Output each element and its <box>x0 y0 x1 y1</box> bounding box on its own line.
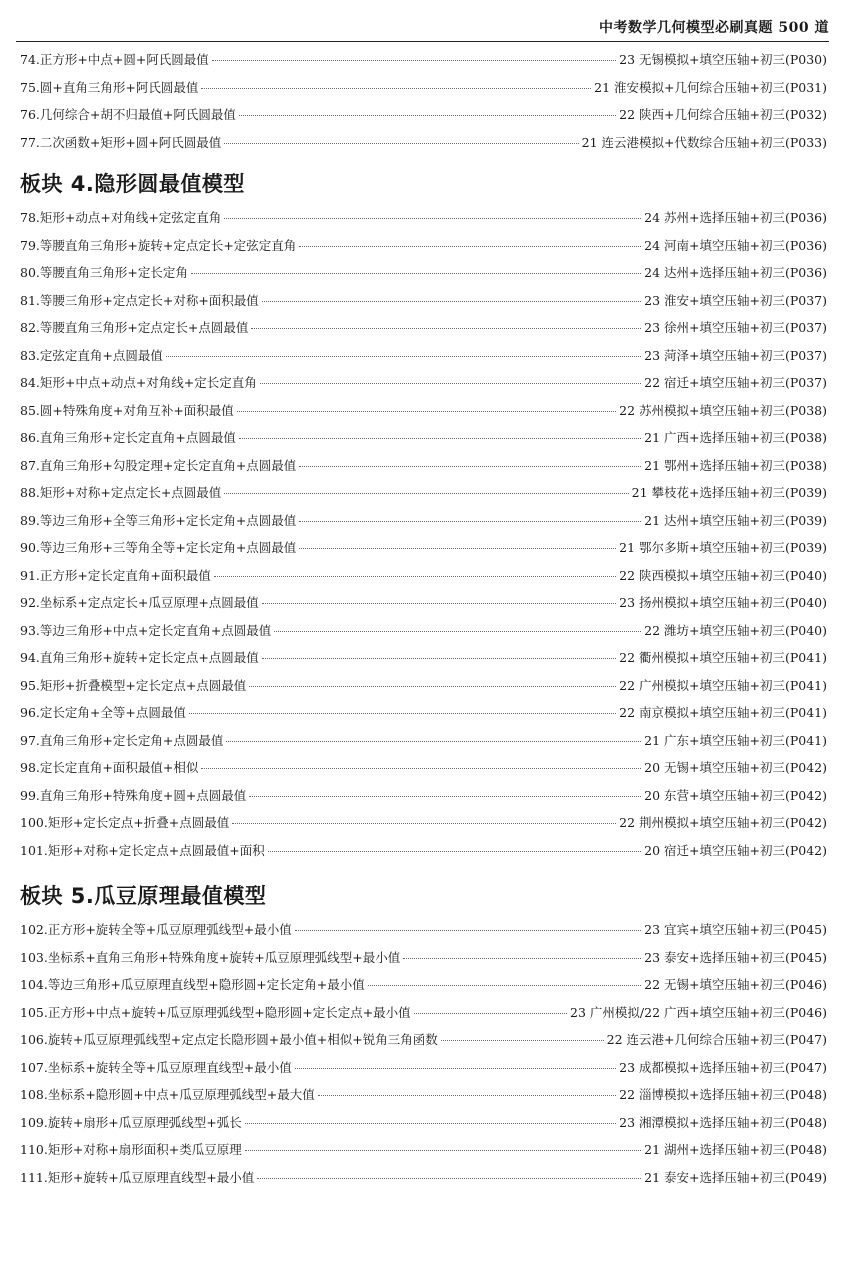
toc-entry-source: 22 广州模拟+填空压轴+初三(P041) <box>619 677 827 693</box>
toc-entry <box>20 1168 827 1196</box>
toc-entry <box>20 133 827 161</box>
dot-leader <box>224 493 628 494</box>
toc-entry-topic: 110.矩形+对称+扇形面积+类瓜豆原理 <box>20 1142 242 1157</box>
toc-entry-source: 22 衢州模拟+填空压轴+初三(P041) <box>619 650 827 665</box>
toc-entry-topic: 87.直角三角形+勾股定理+定长定直角+点圆最值 <box>20 457 297 473</box>
toc-entry <box>20 456 827 484</box>
toc-entry-source: 22 宿迁+填空压轴+初三(P037) <box>644 375 827 390</box>
toc-entry <box>20 373 827 401</box>
toc-entry-topic: 99.直角三角形+特殊角度+圆+点圆最值 <box>20 787 247 803</box>
toc-entry-source: 21 泰安+选择压轴+初三(P049) <box>644 1169 827 1185</box>
toc-entry-topic: 82.等腰直角三角形+定点定长+点圆最值 <box>20 320 249 335</box>
toc-entry-source: 23 淮安+填空压轴+初三(P037) <box>644 292 827 308</box>
dot-leader <box>295 930 641 931</box>
toc-entry-topic: 89.等边三角形+全等三角形+定长定角+点圆最值 <box>20 512 297 528</box>
toc-entry <box>20 621 827 649</box>
toc-entry <box>20 920 827 948</box>
toc-entry <box>20 346 827 374</box>
dot-leader <box>262 658 616 659</box>
section-4-title: 板块 4.隐形圆最值模型 <box>20 172 245 196</box>
toc-entry-topic: 75.圆+直角三角形+阿氏圆最值 <box>20 79 199 95</box>
dot-leader <box>268 851 641 852</box>
dot-leader <box>368 985 641 986</box>
toc-entry <box>20 291 827 319</box>
toc-entry-topic: 90.等边三角形+三等角全等+定长定角+点圆最值 <box>20 540 297 555</box>
toc-entry <box>20 50 827 78</box>
toc-entry-topic: 96.定长定角+全等+点圆最值 <box>20 705 186 720</box>
toc-entry-source: 21 达州+填空压轴+初三(P039) <box>644 512 827 528</box>
toc-entry-source: 23 宜宾+填空压轴+初三(P045) <box>644 922 827 937</box>
toc-entry-topic: 97.直角三角形+定长定角+点圆最值 <box>20 732 224 748</box>
toc-entry <box>20 1030 827 1058</box>
toc-entry <box>20 428 827 456</box>
toc-entry <box>20 648 827 676</box>
toc-entry <box>20 318 827 346</box>
toc-entry-source: 22 淄博模拟+选择压轴+初三(P048) <box>619 1087 827 1102</box>
toc-entry-topic: 109.旋转+扇形+瓜豆原理弧线型+弧长 <box>20 1114 242 1130</box>
toc-entry-topic: 85.圆+特殊角度+对角互补+面积最值 <box>20 402 234 418</box>
toc-entry-source: 23 广州模拟/22 广西+填空压轴+初三(P046) <box>570 1004 827 1020</box>
toc-entry-source: 21 广东+填空压轴+初三(P041) <box>644 732 827 748</box>
toc-entry <box>20 1085 827 1113</box>
toc-entry <box>20 483 827 511</box>
dot-leader <box>403 958 641 959</box>
toc-entry-topic: 103.坐标系+直角三角形+特殊角度+旋转+瓜豆原理弧线型+最小值 <box>20 949 401 965</box>
toc-entry-topic: 105.正方形+中点+旋转+瓜豆原理弧线型+隐形圆+定长定点+最小值 <box>20 1004 411 1020</box>
toc-entry <box>20 593 827 621</box>
dot-leader <box>166 356 641 357</box>
toc-entry-source: 21 鄂州+选择压轴+初三(P038) <box>644 457 827 473</box>
toc-entry-topic: 92.坐标系+定点定长+瓜豆原理+点圆最值 <box>20 595 259 610</box>
dot-leader <box>245 1123 616 1124</box>
dot-leader <box>295 1068 616 1069</box>
dot-leader <box>189 713 616 714</box>
dot-leader <box>191 273 641 274</box>
toc-entry-source: 22 陕西+几何综合压轴+初三(P032) <box>619 107 827 122</box>
toc-entry-topic: 91.正方形+定长定直角+面积最值 <box>20 567 211 583</box>
toc-entry <box>20 511 827 539</box>
toc-entry <box>20 538 827 566</box>
toc-entry-source: 23 菏泽+填空压轴+初三(P037) <box>644 347 827 363</box>
toc-entry-source: 24 河南+填空压轴+初三(P036) <box>644 237 827 253</box>
dot-leader <box>299 466 641 467</box>
toc-entry <box>20 566 827 594</box>
toc-entry <box>20 813 827 841</box>
toc-entry-topic: 80.等腰直角三角形+定长定角 <box>20 265 188 280</box>
toc-entry-source: 21 连云港模拟+代数综合压轴+初三(P033) <box>581 134 827 150</box>
table-of-contents <box>20 50 827 1195</box>
toc-entry <box>20 703 827 731</box>
dot-leader <box>201 768 641 769</box>
toc-entry-topic: 84.矩形+中点+动点+对角线+定长定直角 <box>20 375 257 390</box>
toc-entry-topic: 79.等腰直角三角形+旋转+定点定长+定弦定直角 <box>20 237 297 253</box>
toc-entry-topic: 88.矩形+对称+定点定长+点圆最值 <box>20 485 222 500</box>
toc-entry-topic: 74.正方形+中点+圆+阿氏圆最值 <box>20 52 209 67</box>
toc-entry-topic: 78.矩形+动点+对角线+定弦定直角 <box>20 210 222 225</box>
toc-group-section-4 <box>20 208 827 868</box>
toc-entry <box>20 975 827 1003</box>
dot-leader <box>232 823 616 824</box>
toc-group-section-5 <box>20 920 827 1195</box>
toc-entry-source: 22 连云港+几何综合压轴+初三(P047) <box>606 1032 827 1047</box>
toc-entry-topic: 93.等边三角形+中点+定长定直角+点圆最值 <box>20 622 272 638</box>
toc-entry-topic: 86.直角三角形+定长定直角+点圆最值 <box>20 430 236 445</box>
toc-entry-source: 24 苏州+选择压轴+初三(P036) <box>644 210 827 225</box>
toc-entry-topic: 76.几何综合+胡不归最值+阿氏圆最值 <box>20 107 236 122</box>
toc-entry <box>20 1058 827 1086</box>
book-title: 中考数学几何模型必刷真题 500 道 <box>599 20 829 36</box>
toc-entry-source: 23 泰安+选择压轴+初三(P045) <box>644 949 827 965</box>
toc-entry-source: 22 苏州模拟+填空压轴+初三(P038) <box>619 402 827 418</box>
dot-leader <box>260 383 641 384</box>
toc-entry-topic: 95.矩形+折叠模型+定长定点+点圆最值 <box>20 677 247 693</box>
dot-leader <box>201 88 591 89</box>
toc-entry-source: 21 攀枝花+选择压轴+初三(P039) <box>631 485 827 500</box>
toc-entry <box>20 1003 827 1031</box>
dot-leader <box>224 143 578 144</box>
toc-entry-source: 23 扬州模拟+填空压轴+初三(P040) <box>619 595 827 610</box>
dot-leader <box>318 1095 616 1096</box>
toc-entry <box>20 841 827 869</box>
toc-entry-topic: 104.等边三角形+瓜豆原理直线型+隐形圆+定长定角+最小值 <box>20 977 365 992</box>
running-header <box>16 12 829 42</box>
toc-entry <box>20 78 827 106</box>
toc-entry-source: 22 无锡+填空压轴+初三(P046) <box>644 977 827 992</box>
toc-entry <box>20 1140 827 1168</box>
dot-leader <box>212 60 616 61</box>
dot-leader <box>226 741 641 742</box>
toc-entry-topic: 81.等腰三角形+定点定长+对称+面积最值 <box>20 292 259 308</box>
toc-entry-source: 20 东营+填空压轴+初三(P042) <box>644 787 827 803</box>
toc-entry-source: 21 湖州+选择压轴+初三(P048) <box>644 1142 827 1157</box>
toc-entry <box>20 401 827 429</box>
dot-leader <box>251 328 641 329</box>
toc-entry <box>20 263 827 291</box>
toc-entry-topic: 107.坐标系+旋转全等+瓜豆原理直线型+最小值 <box>20 1059 292 1075</box>
section-5-title: 板块 5.瓜豆原理最值模型 <box>20 884 267 908</box>
toc-entry <box>20 948 827 976</box>
toc-entry-source: 20 无锡+填空压轴+初三(P042) <box>644 760 827 775</box>
toc-entry-source: 22 荆州模拟+填空压轴+初三(P042) <box>619 815 827 830</box>
toc-entry-source: 23 徐州+填空压轴+初三(P037) <box>644 320 827 335</box>
toc-entry-source: 22 南京模拟+填空压轴+初三(P041) <box>619 705 827 720</box>
dot-leader <box>224 218 641 219</box>
dot-leader <box>441 1040 604 1041</box>
dot-leader <box>299 548 616 549</box>
dot-leader <box>262 301 641 302</box>
toc-entry <box>20 208 827 236</box>
dot-leader <box>249 796 641 797</box>
dot-leader <box>299 246 641 247</box>
toc-entry-source: 21 淮安模拟+几何综合压轴+初三(P031) <box>594 79 827 95</box>
dot-leader <box>239 115 616 116</box>
toc-entry-source: 20 宿迁+填空压轴+初三(P042) <box>644 842 827 858</box>
toc-entry-source: 23 无锡模拟+填空压轴+初三(P030) <box>619 52 827 67</box>
toc-entry-topic: 106.旋转+瓜豆原理弧线型+定点定长隐形圆+最小值+相似+锐角三角函数 <box>20 1032 438 1047</box>
toc-entry-source: 22 潍坊+填空压轴+初三(P040) <box>644 622 827 638</box>
toc-entry-topic: 111.矩形+旋转+瓜豆原理直线型+最小值 <box>20 1169 255 1185</box>
dot-leader <box>214 576 616 577</box>
toc-entry <box>20 676 827 704</box>
toc-entry-source: 23 湘潭模拟+选择压轴+初三(P048) <box>619 1114 827 1130</box>
toc-entry <box>20 731 827 759</box>
toc-entry <box>20 105 827 133</box>
toc-entry-topic: 77.二次函数+矩形+圆+阿氏圆最值 <box>20 134 222 150</box>
toc-entry-source: 21 广西+选择压轴+初三(P038) <box>644 430 827 445</box>
toc-entry-topic: 101.矩形+对称+定长定点+点圆最值+面积 <box>20 842 265 858</box>
toc-entry-topic: 94.直角三角形+旋转+定长定点+点圆最值 <box>20 650 259 665</box>
dot-leader <box>299 521 641 522</box>
dot-leader <box>274 631 641 632</box>
toc-entry <box>20 758 827 786</box>
toc-entry-topic: 83.定弦定直角+点圆最值 <box>20 347 163 363</box>
toc-entry <box>20 236 827 264</box>
dot-leader <box>239 438 641 439</box>
toc-group-continued <box>20 50 827 160</box>
toc-entry-topic: 100.矩形+定长定点+折叠+点圆最值 <box>20 815 230 830</box>
dot-leader <box>249 686 616 687</box>
toc-entry-source: 21 鄂尔多斯+填空压轴+初三(P039) <box>619 540 827 555</box>
dot-leader <box>262 603 616 604</box>
dot-leader <box>237 411 616 412</box>
dot-leader <box>257 1178 641 1179</box>
toc-entry <box>20 786 827 814</box>
dot-leader <box>414 1013 567 1014</box>
dot-leader <box>245 1150 641 1151</box>
toc-entry-source: 23 成都模拟+选择压轴+初三(P047) <box>619 1059 827 1075</box>
toc-entry-topic: 98.定长定直角+面积最值+相似 <box>20 760 199 775</box>
toc-entry-source: 22 陕西模拟+填空压轴+初三(P040) <box>619 567 827 583</box>
toc-entry-source: 24 达州+选择压轴+初三(P036) <box>644 265 827 280</box>
toc-entry <box>20 1113 827 1141</box>
toc-entry-topic: 108.坐标系+隐形圆+中点+瓜豆原理弧线型+最大值 <box>20 1087 315 1102</box>
toc-entry-topic: 102.正方形+旋转全等+瓜豆原理弧线型+最小值 <box>20 922 292 937</box>
